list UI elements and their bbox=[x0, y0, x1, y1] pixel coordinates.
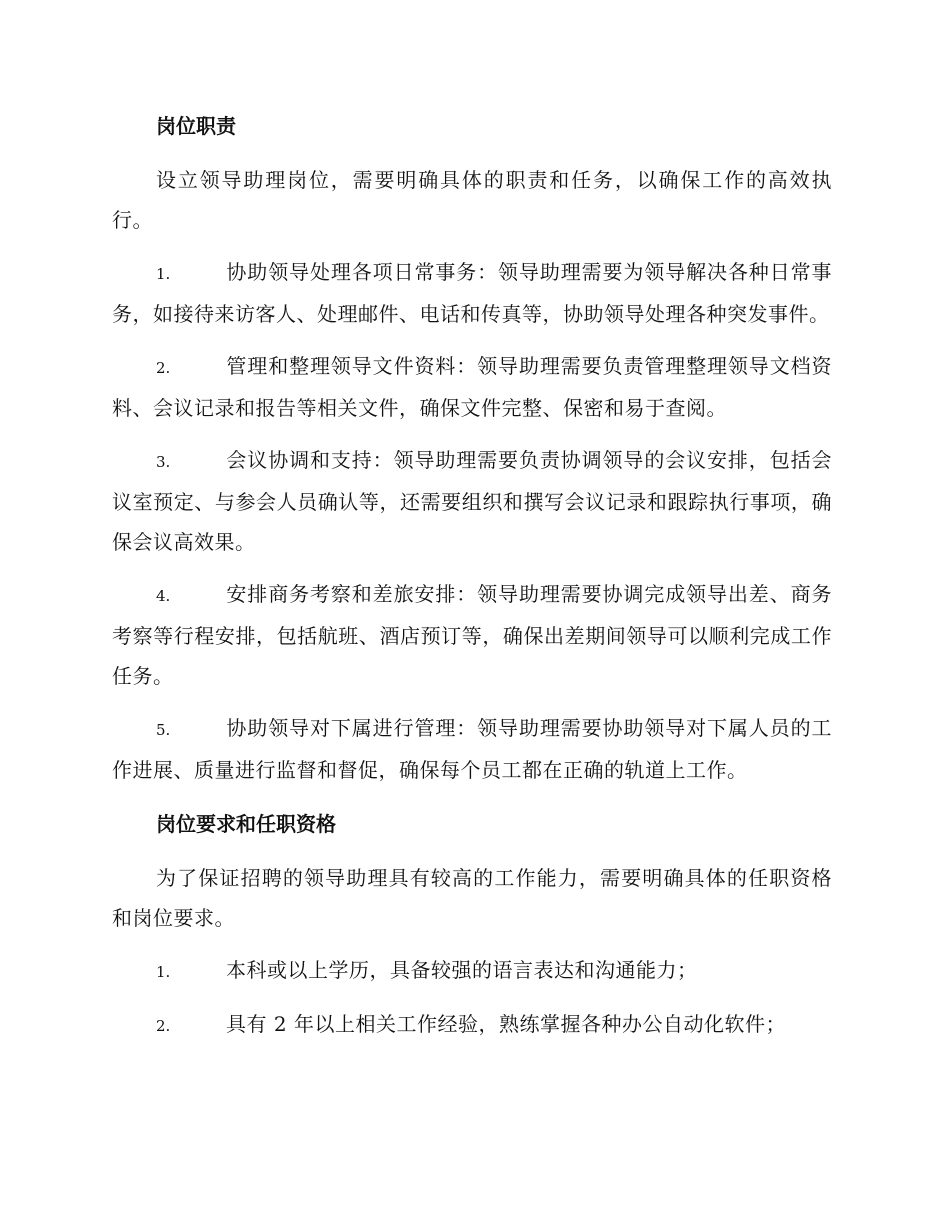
list-item bbox=[112, 440, 832, 562]
list-item-text: 协助领导对下属进行管理：领导助理需要协助领导对下属人员的工作进展、质量进行监督和督促，确保每个员工都在正确的轨道上工作。 bbox=[112, 716, 832, 782]
list-item bbox=[112, 1004, 832, 1046]
list-item-text: 安排商务考察和差旅安排：领导助理需要协调完成领导出差、商务考察等行程安排，包括航班、酒店预订等，确保出差期间领导可以顺利完成工作任务。 bbox=[112, 582, 832, 688]
list-item-number: 2. bbox=[156, 1017, 171, 1035]
section-heading-duties: 岗位职责 bbox=[156, 114, 236, 138]
list-item bbox=[112, 252, 832, 334]
list-item-text: 会议协调和支持：领导助理需要负责协调领导的会议安排，包括会议室预定、与参会人员确认等，还需要组织和撰写会议记录和跟踪执行事项，确保会议高效果。 bbox=[112, 448, 832, 554]
section-heading-requirements: 岗位要求和任职资格 bbox=[156, 812, 336, 836]
list-item bbox=[112, 574, 832, 696]
list-item bbox=[112, 346, 832, 428]
list-item bbox=[112, 950, 832, 992]
section-intro-requirements: 为了保证招聘的领导助理具有较高的工作能力，需要明确具体的任职资格和岗位要求。 bbox=[112, 866, 832, 930]
list-item bbox=[112, 708, 832, 790]
list-item-text: 具有 2 年以上相关工作经验，熟练掌握各种办公自动化软件； bbox=[226, 1012, 786, 1036]
list-item-text: 协助领导处理各项日常事务：领导助理需要为领导解决各种日常事务，如接待来访客人、处理邮件、电话和传真等，协助领导处理各种突发事件。 bbox=[112, 260, 832, 326]
list-item-number: 1. bbox=[156, 963, 171, 981]
list-item-text: 本科或以上学历，具备较强的语言表达和沟通能力； bbox=[226, 958, 698, 982]
list-item-number: 1. bbox=[156, 265, 171, 283]
list-item-number: 2. bbox=[156, 359, 171, 377]
list-item-text: 管理和整理领导文件资料：领导助理需要负责管理整理领导文档资料、会议记录和报告等相关文件，确保文件完整、保密和易于查阅。 bbox=[112, 354, 832, 420]
list-item-number: 4. bbox=[156, 587, 171, 605]
list-item-number: 5. bbox=[156, 721, 171, 739]
list-item-number: 3. bbox=[156, 453, 171, 471]
section-intro-duties: 设立领导助理岗位，需要明确具体的职责和任务，以确保工作的高效执行。 bbox=[112, 168, 832, 232]
document-body bbox=[112, 104, 832, 1058]
